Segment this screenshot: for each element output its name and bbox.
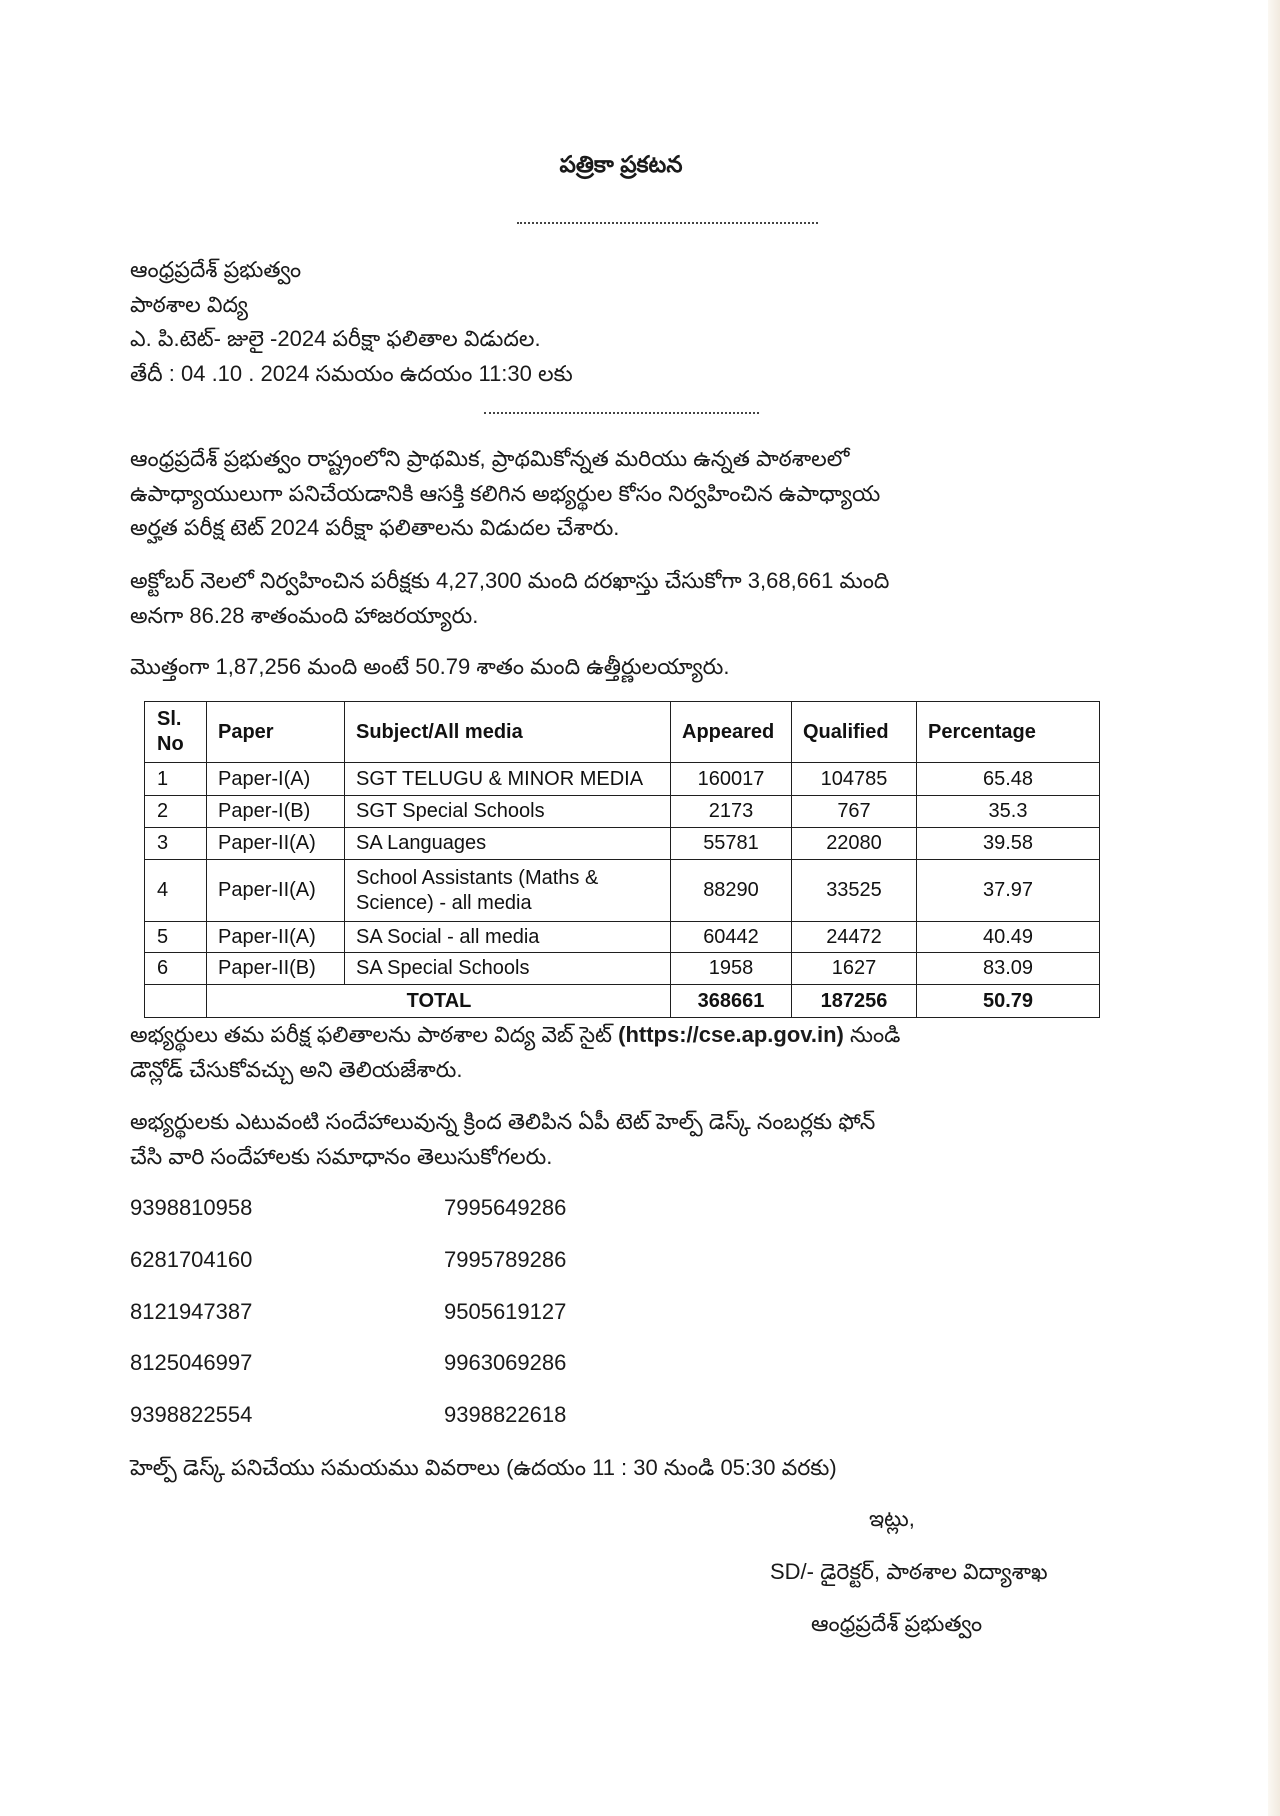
helpdesk-note <box>130 1105 1240 1174</box>
appeared-cell: 160017 <box>671 763 792 796</box>
header-line-subject: ఎ. పి.టెట్- జులై -2024 పరీక్షా ఫలితాల విడుదల. <box>130 326 541 351</box>
phone-row <box>130 1346 1240 1380</box>
qualified-cell: 1627 <box>792 953 917 985</box>
header-subject: Subject/All media <box>345 702 671 763</box>
subject-cell: SGT TELUGU & MINOR MEDIA <box>345 763 671 796</box>
qualified-cell: 33525 <box>792 860 917 922</box>
header-line-date: తేదీ : 04 .10 . 2024 సమయం ఉదయం 11:30 లకు <box>130 360 573 386</box>
total-appeared-cell: 368661 <box>671 985 792 1018</box>
dotted-separator <box>517 222 818 224</box>
attendance-paragraph <box>130 564 1240 633</box>
qualified-cell: 22080 <box>792 828 917 860</box>
table-row <box>145 860 1100 922</box>
download-note-text: అభ్యర్థులు తమ పరీక్ష ఫలితాలను పాఠశాల విద్య వెబ్ సైట్ <box>130 1022 619 1047</box>
qualified-cell: 24472 <box>792 922 917 953</box>
website-link[interactable]: (https://cse.ap.gov.in) <box>618 1022 844 1047</box>
percentage-cell: 40.49 <box>917 922 1100 953</box>
subject-cell: SA Social - all media <box>345 922 671 953</box>
paper-cell: Paper-I(B) <box>207 796 345 828</box>
table-header-row <box>145 702 1100 763</box>
helpdesk-timing: హెల్ప్ డెస్క్ పనిచేయు సమయము వివరాలు (ఉదయం 11 : 30 నుండి 05:30 వరకు) <box>130 1454 837 1480</box>
phone-number: 6281704160 <box>130 1246 253 1272</box>
signature-government: ఆంధ్రప్రదేశ్ ప్రభుత్వం <box>811 1610 983 1636</box>
paper-cell: Paper-II(A) <box>207 922 345 953</box>
sl-no-cell: 4 <box>145 860 207 922</box>
sl-no-cell: 5 <box>145 922 207 953</box>
results-table <box>144 701 1100 1018</box>
download-note <box>130 1018 1240 1087</box>
phone-number: 9398810958 <box>130 1195 253 1220</box>
total-percentage-cell: 50.79 <box>917 985 1100 1018</box>
percentage-cell: 83.09 <box>917 953 1100 985</box>
sl-no-cell: 3 <box>145 828 207 860</box>
phone-number: 7995789286 <box>444 1246 567 1272</box>
subject-cell: SA Special Schools <box>345 953 671 985</box>
header-sl-no: Sl. No <box>145 702 207 763</box>
phone-row <box>130 1191 1240 1225</box>
paragraph-line: అక్టోబర్ నెలలో నిర్వహించిన పరీక్షకు 4,27,300 మంది దరఖాస్తు చేసుకోగా 3,68,661 మంది <box>130 568 890 593</box>
paragraph-line: అనగా 86.28 శాతంమంది హాజరయ్యారు. <box>130 602 479 628</box>
phone-number: 9963069286 <box>444 1350 567 1376</box>
header-appeared: Appeared <box>671 702 792 763</box>
table-row <box>145 763 1100 796</box>
total-qualified-cell: 187256 <box>792 985 917 1018</box>
paragraph-line: అర్హత పరీక్ష టెట్ 2024 పరీక్షా ఫలితాలను విడుదల చేశారు. <box>130 515 620 540</box>
percentage-cell: 37.97 <box>917 860 1100 922</box>
paragraph-line: డౌన్లోడ్ చేసుకోవచ్చు అని తెలియజేశారు. <box>130 1056 463 1082</box>
appeared-cell: 60442 <box>671 922 792 953</box>
document-body <box>130 0 1240 1641</box>
qualified-cell: 104785 <box>792 763 917 796</box>
download-note-text: నుండి <box>843 1022 901 1047</box>
paper-cell: Paper-II(A) <box>207 828 345 860</box>
appeared-cell: 1958 <box>671 953 792 985</box>
appeared-cell: 55781 <box>671 828 792 860</box>
phone-number: 8121947387 <box>130 1298 253 1324</box>
paragraph-line: చేసి వారి సందేహాలకు సమాధానం తెలుసుకోగలరు. <box>130 1143 553 1169</box>
phone-row <box>130 1398 1240 1432</box>
helpdesk-number-list <box>130 1191 1240 1432</box>
paragraph-line: ఆంధ్రప్రదేశ్ ప్రభుత్వం రాష్ట్రంలోని ప్రాథమిక, ప్రాథమికోన్నత మరియు ఉన్నత పాఠశాలలో <box>130 446 850 471</box>
paragraph-line: ఉపాధ్యాయులుగా పనిచేయడానికి ఆసక్తి కలిగిన అభ్యర్థుల కోసం నిర్వహించిన ఉపాధ్యాయ <box>130 480 881 506</box>
page-edge-shade <box>1268 0 1280 1816</box>
sl-no-cell: 1 <box>145 763 207 796</box>
sl-no-cell: 2 <box>145 796 207 828</box>
percentage-cell: 39.58 <box>917 828 1100 860</box>
table-row <box>145 953 1100 985</box>
phone-number: 9505619127 <box>444 1298 567 1324</box>
phone-number: 7995649286 <box>444 1195 567 1220</box>
appeared-cell: 88290 <box>671 860 792 922</box>
document-header <box>130 253 1240 391</box>
paper-cell: Paper-II(A) <box>207 860 345 922</box>
paragraph-line: అభ్యర్థులకు ఎటువంటి సందేహాలువున్న క్రింద తెలిపిన ఏపీ టెట్ హెల్ప్ డెస్క్ నంబర్లకు ఫోన్ <box>130 1109 876 1134</box>
paper-cell: Paper-I(A) <box>207 763 345 796</box>
table-row <box>145 796 1100 828</box>
pass-summary: మొత్తంగా 1,87,256 మంది అంటే 50.79 శాతం మంది ఉత్తీర్ణులయ్యారు. <box>130 654 730 679</box>
signature-designation: SD/- డైరెక్టర్, పాఠశాల విద్యాశాఖ <box>770 1558 1048 1584</box>
qualified-cell: 767 <box>792 796 917 828</box>
subject-cell: SGT Special Schools <box>345 796 671 828</box>
appeared-cell: 2173 <box>671 796 792 828</box>
total-empty-cell <box>145 985 207 1018</box>
header-paper: Paper <box>207 702 345 763</box>
phone-number: 9398822618 <box>444 1402 567 1428</box>
subject-cell: SA Languages <box>345 828 671 860</box>
sl-no-cell: 6 <box>145 953 207 985</box>
paragraph-line <box>130 1018 1240 1053</box>
header-qualified: Qualified <box>792 702 917 763</box>
phone-number: 8125046997 <box>130 1350 253 1376</box>
dotted-separator <box>484 412 759 414</box>
subject-cell: School Assistants (Maths & Science) - all media <box>345 860 671 922</box>
percentage-cell: 35.3 <box>917 796 1100 828</box>
phone-row <box>130 1295 1240 1329</box>
header-line-government: ఆంధ్రప్రదేశ్ ప్రభుత్వం <box>130 257 302 282</box>
phone-number: 9398822554 <box>130 1402 253 1428</box>
header-percentage: Percentage <box>917 702 1100 763</box>
total-label-cell: TOTAL <box>207 985 671 1018</box>
document-title: పత్రికా ప్రకటన <box>559 151 683 177</box>
signature-closing: ఇట్లు, <box>869 1505 915 1531</box>
header-line-department: పాఠశాల విద్య <box>130 291 248 317</box>
table-row <box>145 922 1100 953</box>
percentage-cell: 65.48 <box>917 763 1100 796</box>
phone-row <box>130 1243 1240 1277</box>
table-row <box>145 828 1100 860</box>
intro-paragraph <box>130 442 1240 546</box>
paper-cell: Paper-II(B) <box>207 953 345 985</box>
table-total-row <box>145 985 1100 1018</box>
